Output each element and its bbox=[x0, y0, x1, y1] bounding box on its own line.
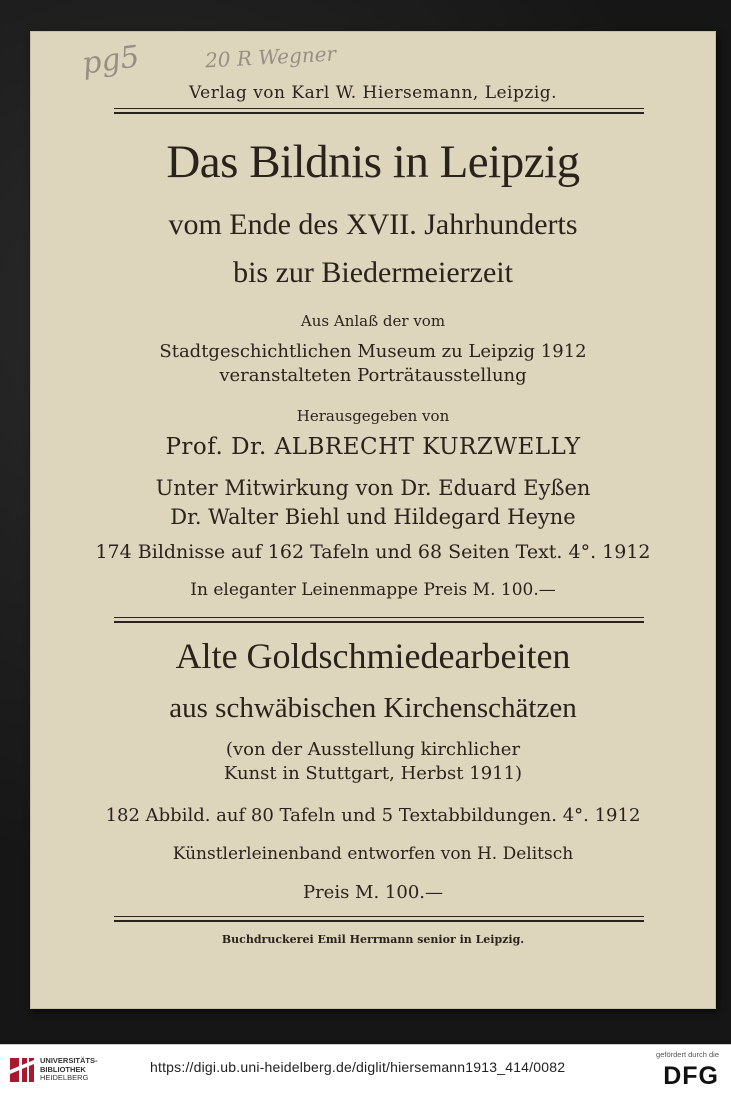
book1-subtitle-1: vom Ende des XVII. Jahrhunderts bbox=[168, 208, 578, 241]
book1-collaborators-2: Dr. Walter Biehl und Hildegard Heyne bbox=[170, 505, 576, 529]
book1-price: In eleganter Leinenmappe Preis M. 100.— bbox=[190, 580, 556, 600]
handwritten-mark: pg5 bbox=[79, 39, 142, 82]
handwritten-note: 20 R Wegner bbox=[204, 41, 337, 73]
book2-binding: Künstlerleinenband entworfen von H. Delitsch bbox=[172, 844, 574, 864]
book1-title: Das Bildnis in Leipzig bbox=[166, 136, 580, 188]
printer-line: Buchdruckerei Emil Herrmann senior in Leipzig. bbox=[221, 933, 525, 946]
book2-details: 182 Abbild. auf 80 Tafeln und 5 Textabbildungen. 4°. 1912 bbox=[105, 805, 641, 826]
book1-editor: Prof. Dr. ALBRECHT KURZWELLY bbox=[165, 434, 581, 460]
book1-collaborators-1: Unter Mitwirkung von Dr. Eduard Eyßen bbox=[155, 476, 591, 500]
book1-details: 174 Bildnisse auf 162 Tafeln und 68 Seiten Text. 4°. 1912 bbox=[95, 541, 651, 563]
book1-occasion-1: Aus Anlaß der vom bbox=[300, 312, 446, 330]
divider-middle bbox=[114, 617, 644, 623]
book2-price: Preis M. 100.— bbox=[302, 882, 444, 903]
book2-note-1: (von der Ausstellung kirchlicher bbox=[225, 739, 521, 760]
viewer-footer bbox=[0, 1044, 731, 1097]
publisher-line: Verlag von Karl W. Hiersemann, Leipzig. bbox=[188, 83, 558, 103]
book1-subtitle-2: bis zur Biedermeierzeit bbox=[233, 256, 513, 289]
divider-top bbox=[114, 108, 644, 114]
book2-subtitle: aus schwäbischen Kirchenschätzen bbox=[169, 692, 577, 724]
book2-title: Alte Goldschmiedearbeiten bbox=[175, 636, 571, 676]
document-url[interactable]: https://digi.ub.uni-heidelberg.de/diglit/hiersemann1913_414/0082 bbox=[150, 1059, 566, 1075]
book1-occasion-2: Stadtgeschichtlichen Museum zu Leipzig 1912 bbox=[159, 341, 587, 362]
university-library-logo-icon bbox=[8, 1055, 36, 1085]
funding-label: gefördert durch die bbox=[656, 1050, 719, 1059]
document-page bbox=[30, 31, 716, 1009]
book2-note-2: Kunst in Stuttgart, Herbst 1911) bbox=[223, 763, 523, 784]
book1-occasion-3: veranstalteten Porträtausstellung bbox=[219, 365, 527, 386]
book1-editor-label: Herausgegeben von bbox=[296, 407, 450, 425]
library-logo-text[interactable]: UNIVERSITÄTS- BIBLIOTHEK HEIDELBERG bbox=[40, 1056, 98, 1082]
divider-bottom bbox=[114, 916, 644, 922]
dfg-logo[interactable]: DFG bbox=[663, 1062, 719, 1090]
